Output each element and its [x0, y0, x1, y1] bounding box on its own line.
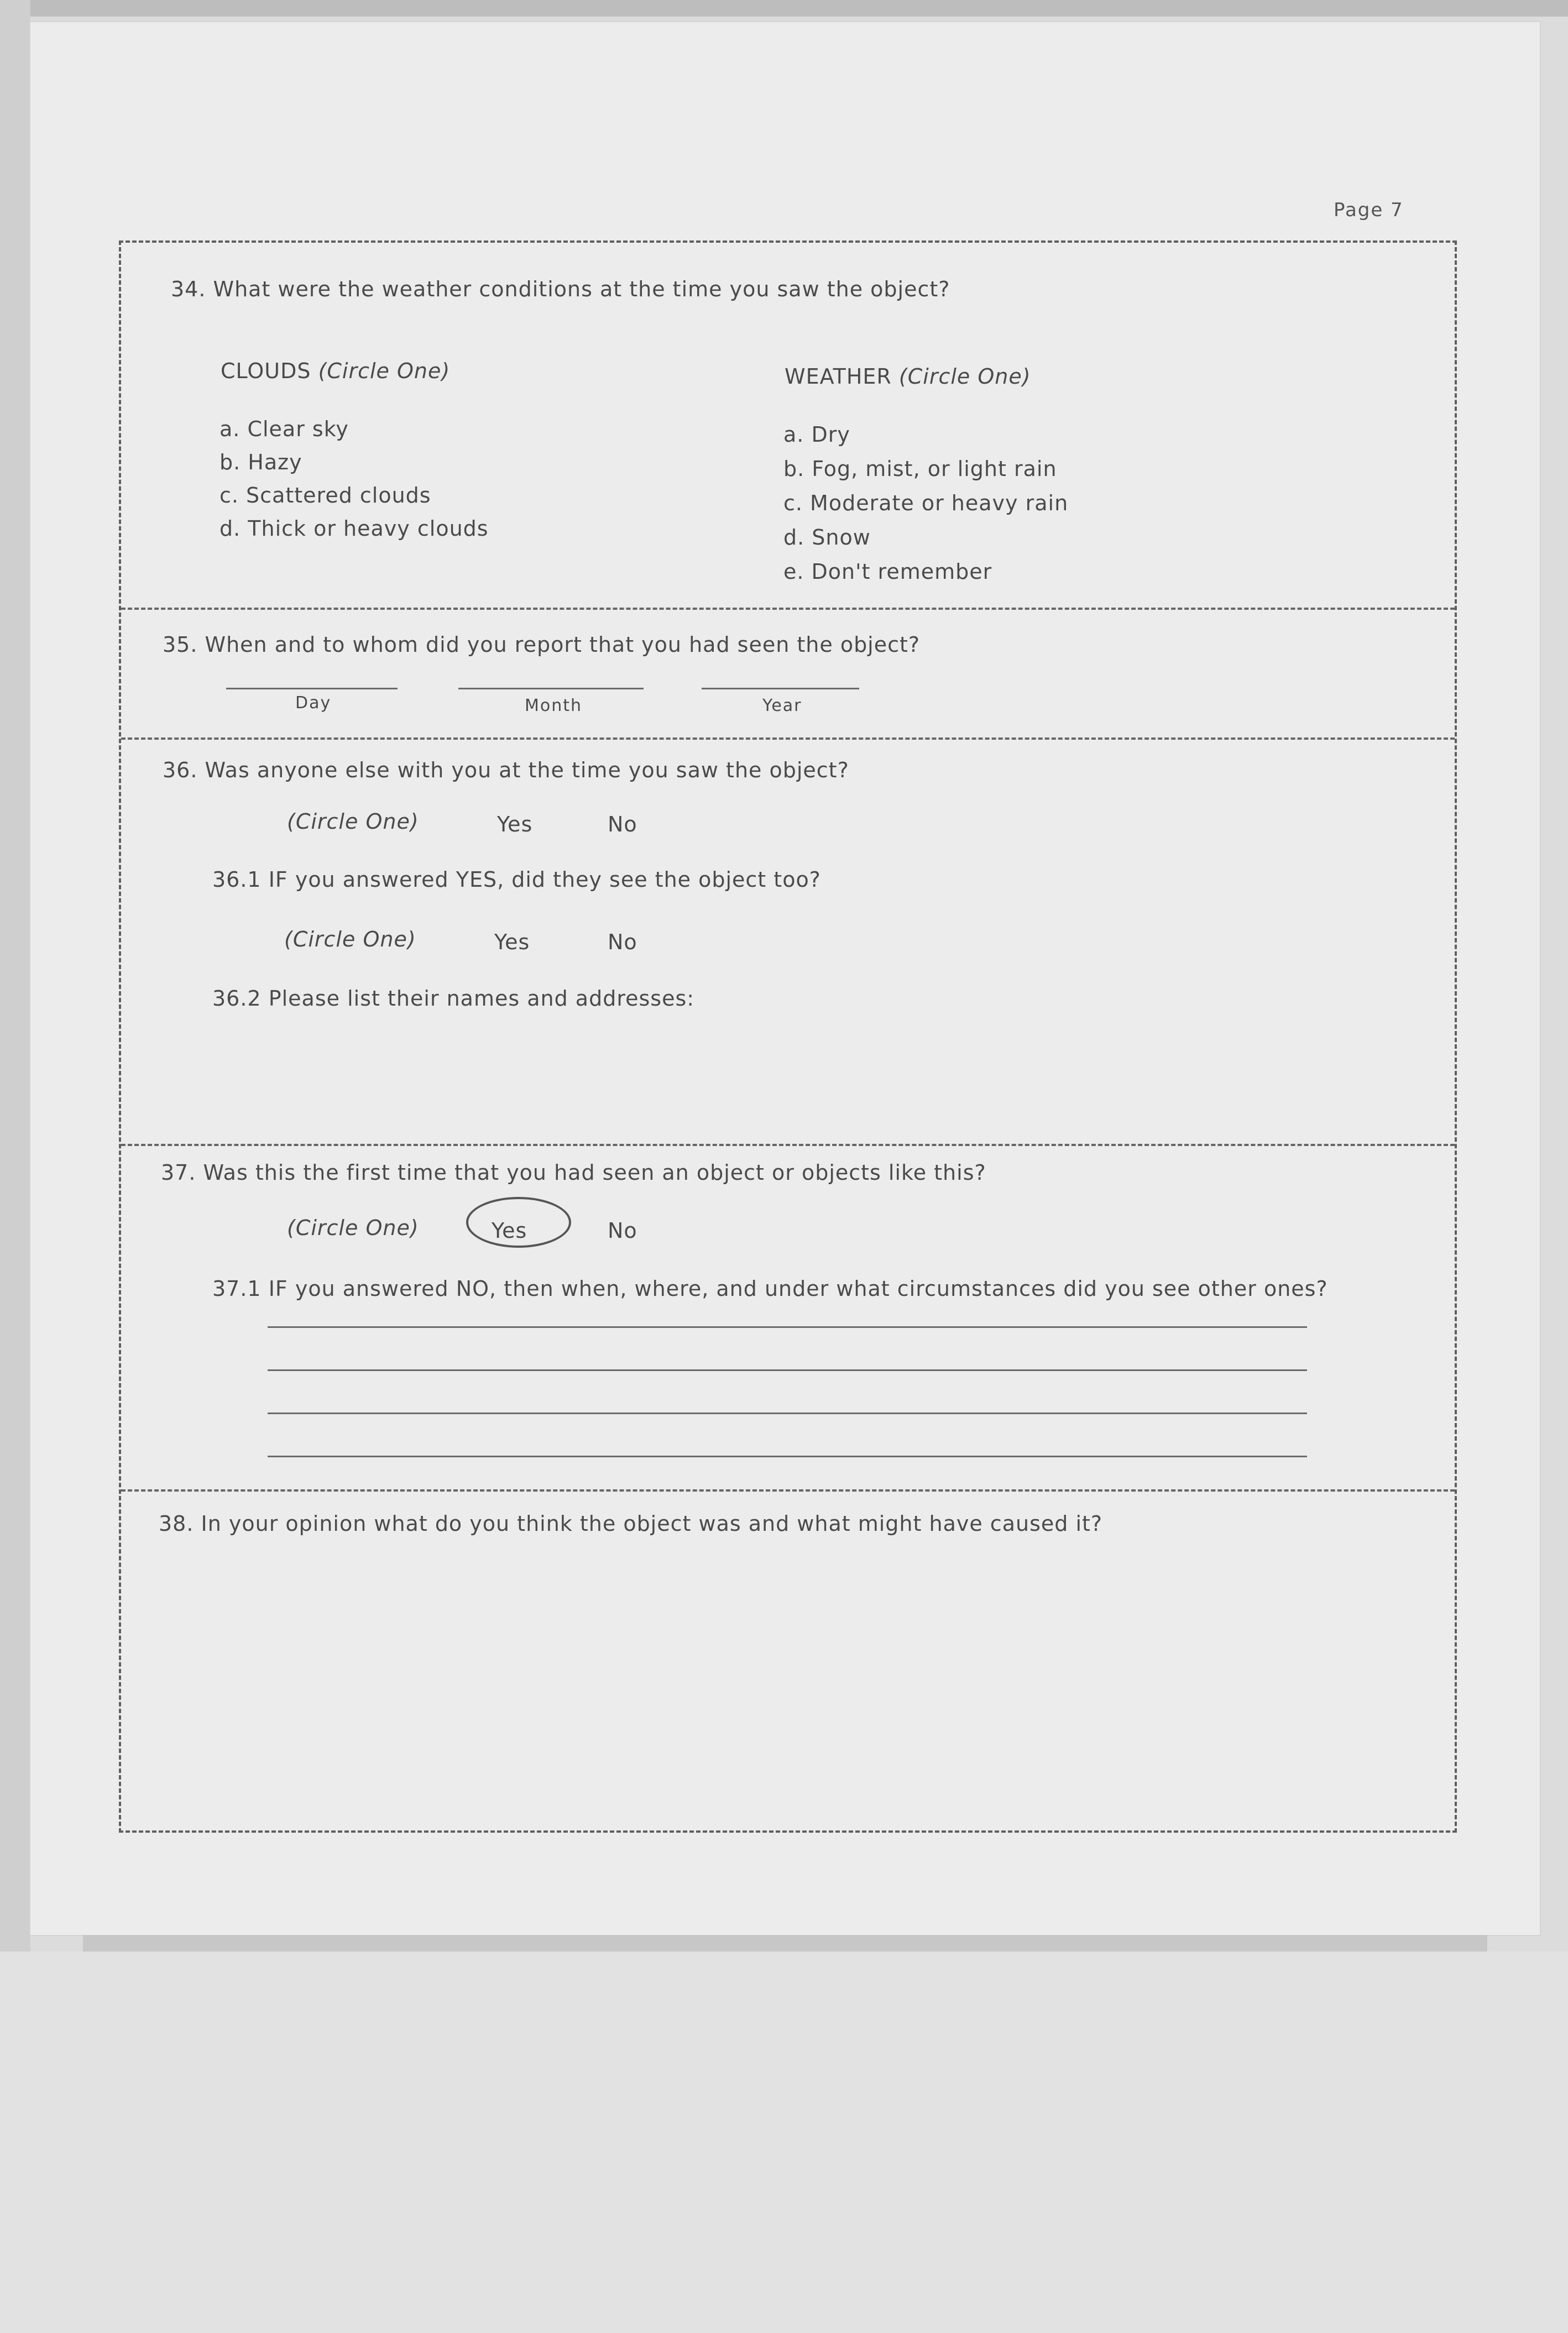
section-divider [121, 1144, 1455, 1146]
q37-1-question: 37.1 IF you answered NO, then when, where, and under what circumstances did you see other ones? [212, 1277, 1328, 1301]
q36-2-question: 36.2 Please list their names and addresses: [212, 986, 695, 1011]
q34-clouds-option-c[interactable]: c. Scattered clouds [219, 483, 431, 508]
q36-1-no-option[interactable]: No [608, 930, 637, 954]
q37-1-answer-line-1[interactable] [268, 1326, 1307, 1328]
q34-weather-option-e[interactable]: e. Don't remember [783, 559, 992, 584]
q37-1-answer-line-3[interactable] [268, 1413, 1307, 1414]
q34-weather-option-d[interactable]: d. Snow [783, 525, 871, 550]
q34-weather-heading: WEATHER (Circle One) [785, 364, 1031, 389]
q34-clouds-option-d[interactable]: d. Thick or heavy clouds [219, 516, 489, 541]
scan-left-border [0, 0, 30, 1990]
q37-1-answer-line-4[interactable] [268, 1456, 1307, 1457]
section-divider [121, 1489, 1455, 1492]
q34-weather-option-c[interactable]: c. Moderate or heavy rain [783, 491, 1069, 515]
q35-day-label: Day [295, 693, 332, 713]
q37-1-answer-line-2[interactable] [268, 1369, 1307, 1371]
q36-yes-option[interactable]: Yes [497, 812, 533, 836]
q36-question: 36. Was anyone else with you at the time you saw the object? [163, 758, 849, 782]
q37-yes-option[interactable]: Yes [492, 1218, 527, 1243]
q34-weather-option-b[interactable]: b. Fog, mist, or light rain [783, 457, 1057, 481]
scan-top-border [0, 0, 1568, 17]
q38-question: 38. In your opinion what do you think the object was and what might have caused it? [159, 1511, 1103, 1536]
q34-clouds-heading: CLOUDS (Circle One) [221, 359, 451, 383]
q35-day-line[interactable] [226, 688, 398, 689]
q35-month-line[interactable] [458, 688, 644, 689]
q36-1-instruction: (Circle One) [284, 927, 416, 951]
q35-year-label: Year [762, 696, 802, 715]
q35-question: 35. When and to whom did you report that you had seen the object? [163, 632, 921, 657]
q34-question: 34. What were the weather conditions at the time you saw the object? [171, 277, 950, 301]
q37-question: 37. Was this the first time that you had seen an object or objects like this? [161, 1160, 986, 1185]
scan-lower-area [0, 1952, 1568, 2333]
q34-clouds-option-b[interactable]: b. Hazy [219, 450, 302, 474]
page-bottom-shadow [83, 1935, 1487, 1952]
q35-month-label: Month [525, 696, 583, 715]
q36-1-yes-option[interactable]: Yes [494, 930, 530, 954]
questionnaire-box [119, 240, 1457, 1833]
section-divider [121, 737, 1455, 740]
q36-instruction: (Circle One) [287, 809, 419, 834]
section-divider [121, 608, 1455, 610]
page-number: Page 7 [1334, 199, 1404, 221]
q34-weather-option-a[interactable]: a. Dry [783, 422, 850, 447]
q36-no-option[interactable]: No [608, 812, 637, 836]
q36-1-question: 36.1 IF you answered YES, did they see the object too? [212, 867, 821, 892]
q34-clouds-option-a[interactable]: a. Clear sky [219, 417, 349, 441]
q35-year-line[interactable] [702, 688, 859, 689]
q37-selected-yes-circle [466, 1197, 571, 1248]
q37-no-option[interactable]: No [608, 1218, 637, 1243]
q37-instruction: (Circle One) [287, 1216, 419, 1240]
